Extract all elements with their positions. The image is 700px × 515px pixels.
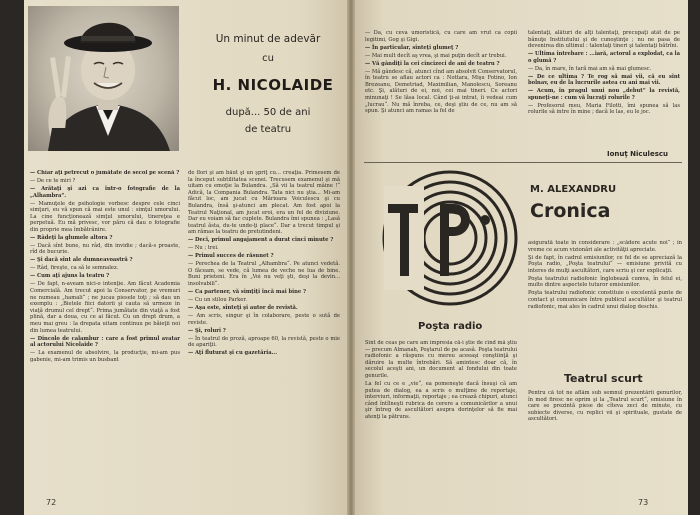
interview-subtitle-line2: de teatru xyxy=(244,124,292,135)
article-paragraph: La fel cu ce e „vie“, ea pomeneşte dacă însuşi că am putea de dialog, ea a scris o mulţime de reportaje, interviuri, informaţii, reportaje ; ea crează chipuri, atunci când întîlneşti rubrica de cerere a comunicărilor a unui şir întreg de ascultători asupra dorinţelor să fie mai atenţi la pătruns. xyxy=(365,380,517,420)
right-column-3 xyxy=(365,340,517,500)
interview-answer: — Mă gândesc că, atunci cînd am absolvit Conservatorul, în teatru se aflau actori ca : Nottara, Mişu Fotino, Ion Brezeanu, Demetriad, Maximilian, Manolescu, Soreanu etc. Şi, alături de ei, noi, cei mai tineri. Ce actori minunaţi ! Se lăsa local. Când ţi-ai intrat, îi vedeai cum „lucrau“. Nu mă înreba, ce, deşi ştiu de ce, nu am să spun. Şi atunci am ramas la fel de xyxy=(365,68,517,115)
posta-radio-logo xyxy=(380,168,520,308)
interview-question: — Şi dacă sînt ale dumneavoastră ? xyxy=(30,257,133,264)
right-column-1 xyxy=(365,30,517,140)
article-paragraph: Poşta teatrului radiofonic înglobează cumva, în felul ei, multe dintre aspectele tuturor emisiunilor. xyxy=(528,275,682,289)
interview-answer: de flori şi am băut şi un şpriţ cu... creaţia. Primesem de la început subtilitatea scenei. Trecusem examenul şi mă uitam cu emoţie la Bulandra. „Să vii la teatrul mâine !“ Adică, la Compania Bulandra. Tata nici nu ştia... Mi-am făcut loc, am jucat cu Mărioara Voiculescu şi cu Bulandra, însă şi-atunci am plecat. Am fost apoi la Teatrul Naţional, am jucat eroi, era un fel de diviziune. Dar eu voiam să fac cuplete. Bulandra îmi spunea : „Lasă teatrul ăsta, du-te unde-ţi place“. Dar a trecut timpul şi am rămas la teatru de pretutindeni. xyxy=(188,170,340,236)
logo-caption: Poşta radio xyxy=(418,321,483,332)
interview-question: — Arătaţi şi azi ca într-o fotografie de la „Alhambra“. xyxy=(30,185,180,199)
interview-question: — Ca partener, vă simţiţi încă mai bine ? xyxy=(188,289,307,296)
interview-question: — Cum aţi ajuns la teatru ? xyxy=(30,273,110,280)
interview-answer: — De fapt, n-aveam nici-o intenţie. Am făcut Academia Comercială. Am trecut apoi la Conservator, pe vremuri ne numeau „hamali“ ; ne jucau piesele toţi ; să dau un exemplu : „Bietele fiici datorii şi cauta să urmeze in viaţă drumul cel drept“. Prima jumătate din viaţă a fost plină, dar a doua, cu ce ai făcut. Cu un drept drum, a meu mai greu : la drepata uitam continuu pe băieţii noi din lumea teatrului. xyxy=(30,281,180,334)
interview-answer: — Profesorul meu, Maria Filotti, îmi spunea să las rolurile să intre în mine ; dacă le las, eu le joc. xyxy=(528,102,680,116)
interview-subject-name: H. NICOLAIDE xyxy=(212,76,334,94)
article-paragraph: Sînt de ceas pe care am impresia că-i ştie de cînd mă ştiu — precum Almanah, Poştarul de pe acasă. Poşta teatrului radiofonic a răspuns cu mereu aceeaşi conştiinţă şi dăruire la multe întrebări. Să amintesc doar că, în secolul aceşti ani, un document al fondului din toate genurile. xyxy=(365,340,517,379)
interview-answer: — Cu un stilou Parker. xyxy=(188,297,247,304)
interview-question: — Râdeţi la glumele altora ? xyxy=(30,234,113,241)
interview-question: — Deci, primul angajament a durat cinci minute ? xyxy=(188,237,334,244)
page-number-left: 72 xyxy=(46,498,57,507)
interview-subtitle-line1: după... 50 de ani xyxy=(225,107,311,118)
interview-answer: — Da, cu ceva umoristică, cu care am vrut ca copii legitimi, Gog şi Gigi. xyxy=(365,30,517,43)
interview-question: — Chiar aţi petrecut o jumătate de secol pe scenă ? xyxy=(30,170,180,176)
article-signature: Ionuţ Niculescu xyxy=(607,150,669,158)
interview-question: — Aşa este, sînteţi şi autor de revistă. xyxy=(188,305,298,312)
interview-answer: — Da, în mare, în tară mai am să mai glumesc. xyxy=(528,65,652,72)
chronicle-author: M. ALEXANDRU xyxy=(530,184,617,195)
book-gutter xyxy=(347,0,355,515)
article-paragraph: Şi de fapt, în cadrul emisiunilor, ce fel de se apreciază la Poşta radio, „Poşta teatrului“ — emisiune privită cu interes de mulţi ascultători, care scriu şi cer explicaţii. xyxy=(528,254,682,274)
interview-answer: — La examenul de absolvire, la producţie, mi-am pus gabenie, mi-am trimis un busbant xyxy=(30,350,180,363)
section-title-teatrul-scurt: Teatrul scurt xyxy=(564,372,643,385)
interview-question: — Şi, roluri ? xyxy=(188,327,226,334)
interview-title-line1: Un minut de adevăr xyxy=(215,33,321,45)
left-column-2 xyxy=(188,170,340,500)
right-column-5 xyxy=(528,390,682,495)
interview-question: — În particular, sînteţi glumeţ ? xyxy=(365,44,459,51)
interview-title-line2: cu xyxy=(262,53,274,64)
interview-question: — Primul succes de răsunet ? xyxy=(188,253,274,260)
left-column-1 xyxy=(30,170,180,500)
interview-answer: — Perechea de la Teatrul „Alhambra“. Pe atunci vedetă. O făceam, se vede, că lumea de veche ne lua de bine. Buni prieteni. Era în „Voi nu veţi şti, deşi la devin... insolvabili“. xyxy=(188,261,340,288)
interview-answer: — Am scris, singur şi în colaborare, peste o sută de reviste. xyxy=(188,313,340,326)
interview-question: — Ultima întrebare : ...iară, actorul a explodat, ca la o glumă ? xyxy=(528,51,680,64)
interview-answer: — Mamuţele de psihologie vorbesc despre cele cinci simţuri, eu vă spun că mai este unul : simţul umorului. La cine funcţionează simţul umorului, tinereţea e perpetuă. Eu mă privesc, vor păru că dau o fotografie din proprie mea îmbătrânire. xyxy=(30,200,180,233)
page-number-right: 73 xyxy=(638,498,649,507)
article-paragraph: Pentru că tot ne aflăm sub semnul prezentării genurilor, în mod firesc ne oprim şi la „Teatrul scurt“, emisiune în care se prezintă piese de cîteva zeci de minute, cu subiecte diverse, cu replici vii şi spirituale, gustate de ascultători. xyxy=(528,390,682,423)
interview-answer: talentaţi, alături de alţi talentaţi, precupaţi atât de pe bănuţe Institutului şi de cunoştinţe ; nu ne pasa de devenirea din ultimul : talentaţi tineri şi talentaţi bătrîni. xyxy=(528,30,680,50)
article-paragraph: Poşta teatrului radiofonic constituie o excelentă punte de contact şi comunicare între publicul ascultător şi teatrul radiofonic, mai ales în cadrul unui dialog deschis. xyxy=(528,290,682,310)
chronicle-title: Cronica xyxy=(530,200,611,222)
interview-question: — De ce ultima ? Te rog să mai vii, că eu sînt bolnav, eu de la lucrurile astea cu ani mai vii. xyxy=(528,73,680,87)
interview-answer: — De ce te miri ? xyxy=(30,177,76,184)
interview-answer: — Râd, fireşte, ca să le semnalez. xyxy=(30,265,119,272)
interview-answer: — În teatrul de proză, aproape 60, la revistă, peste o mie de apariţii. xyxy=(188,335,340,349)
section-divider xyxy=(364,162,682,163)
article-paragraph: asigurată toate în considerare : „scădere acute noi“ ; în vreme ce acum vizionări ale activităţii apreciate. xyxy=(528,240,682,253)
interview-question: — Dincolo de calambur : care a fost primul avatar al actorului Nicolaide ? xyxy=(30,335,180,349)
interview-answer: — Dacă sînt bune, nu râd, din invidie ; dacă-s proaste, rîd de bucurie. xyxy=(30,242,180,256)
interview-question: — Aţi fluturat şi cu gazetăria... xyxy=(188,350,278,357)
interview-question: — Acum, în pragul unui nou „debut“ la revistă, spuneţi-ne : cum vă lucraţi rolurile ? xyxy=(528,88,680,101)
portrait-photo xyxy=(28,6,179,151)
interview-question: — Vă gândiţi la cei cincizeci de ani de teatru ? xyxy=(365,60,500,67)
right-column-2 xyxy=(528,30,680,130)
right-column-4 xyxy=(528,240,682,368)
interview-answer: — Mai mult decît aş vrea, şi mai puţin decît ar trebui. xyxy=(365,52,507,59)
interview-answer: — Nu ; trei. xyxy=(188,245,219,252)
